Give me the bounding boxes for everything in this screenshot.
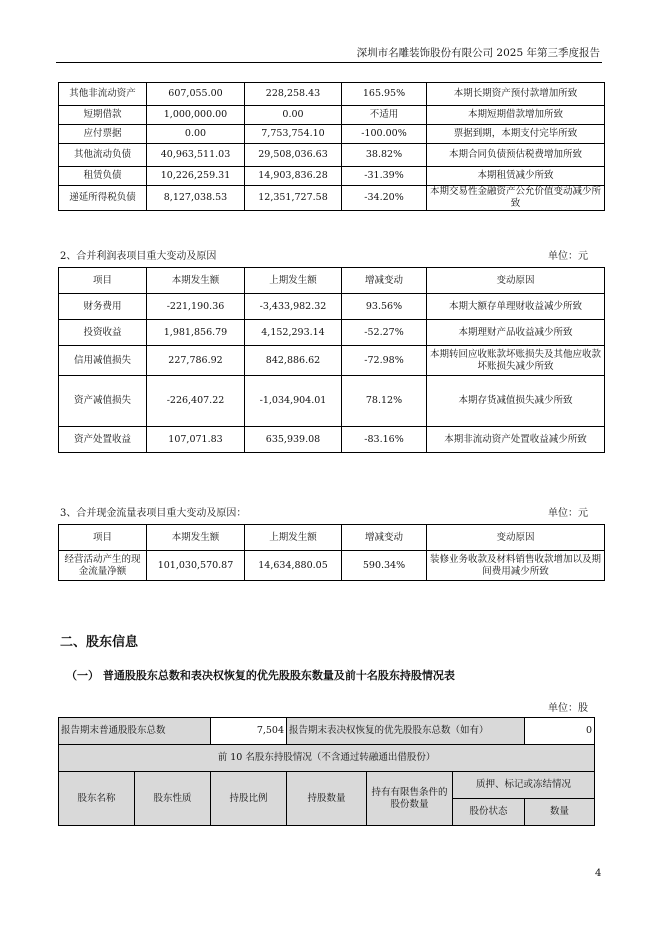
column-header: 增减变动 [342, 268, 427, 294]
table-row [59, 144, 605, 167]
table-cell: 10,226,259.31 [147, 167, 245, 186]
table-cell: 资产处置收益 [59, 427, 147, 453]
column-header: 上期发生额 [245, 525, 342, 551]
table-cell: -52.27% [342, 320, 427, 346]
table-cell: -221,190.36 [147, 294, 245, 320]
table-cell: 资产减值损失 [59, 376, 147, 427]
table-cell: 短期借款 [59, 106, 147, 125]
shareholder-section-heading: 二、股东信息 [60, 635, 139, 650]
table-header-row [59, 525, 605, 551]
table-cell: -83.16% [342, 427, 427, 453]
cash-flow-changes-table [58, 524, 605, 581]
table-row [59, 427, 605, 453]
table-cell: 7,753,754.10 [245, 125, 342, 144]
table-cell: 101,030,570.87 [147, 551, 245, 581]
table-cell: 607,055.00 [147, 83, 245, 106]
preferred-shareholders-value: 0 [525, 718, 595, 745]
header-rule [56, 62, 602, 63]
table-cell: 财务费用 [59, 294, 147, 320]
shareholder-unit: 单位：股 [548, 703, 588, 714]
table-cell: 1,000,000.00 [147, 106, 245, 125]
balance-sheet-changes-table [58, 82, 605, 211]
cash-flow-caption: 3、合并现金流量表项目重大变动及原因： [60, 508, 247, 519]
table-cell: 1,981,856.79 [147, 320, 245, 346]
table-cell: -3,433,982.32 [245, 294, 342, 320]
table-cell: -72.98% [342, 346, 427, 376]
income-statement-caption: 2、合并利润表项目重大变动及原因 [60, 251, 217, 262]
table-cell: 本期存货减值损失减少所致 [427, 376, 605, 427]
table-cell: 12,351,727.58 [245, 186, 342, 211]
table-row [59, 320, 605, 346]
column-header: 增减变动 [342, 525, 427, 551]
table-cell: 4,152,293.14 [245, 320, 342, 346]
table-cell: -34.20% [342, 186, 427, 211]
preferred-shareholders-label: 报告期末表决权恢复的优先股股东总数（如有） [287, 718, 525, 745]
top10-title: 前 10 名股东持股情况（不含通过转融通出借股份） [59, 745, 595, 772]
table-cell: 经营活动产生的现金流量净额 [59, 551, 147, 581]
table-cell: 8,127,038.53 [147, 186, 245, 211]
table-cell: 227,786.92 [147, 346, 245, 376]
table-cell: 递延所得税负债 [59, 186, 147, 211]
table-cell: 本期理财产品收益减少所致 [427, 320, 605, 346]
table-cell: 40,963,511.03 [147, 144, 245, 167]
cash-flow-unit: 单位：元 [548, 508, 588, 519]
table-header-row [59, 268, 605, 294]
column-header: 项目 [59, 525, 147, 551]
table-cell: 0.00 [245, 106, 342, 125]
table-cell: 其他非流动资产 [59, 83, 147, 106]
column-header: 项目 [59, 268, 147, 294]
column-header: 上期发生额 [245, 268, 342, 294]
table-cell: -31.39% [342, 167, 427, 186]
col-share-status: 股份状态 [453, 799, 525, 826]
col-shareholder-nature: 股东性质 [135, 772, 211, 826]
table-cell: 本期长期资产预付款增加所致 [427, 83, 605, 106]
col-holding-quantity: 持股数量 [287, 772, 367, 826]
shareholder-subheading: （一） 普通股股东总数和表决权恢复的优先股股东数量及前十名股东持股情况表 [66, 669, 455, 682]
table-cell: 107,071.83 [147, 427, 245, 453]
table-cell: 228,258.43 [245, 83, 342, 106]
col-holding-ratio: 持股比例 [211, 772, 287, 826]
page-header: 深圳市名雕装饰股份有限公司 2025 年第三季度报告 [356, 47, 600, 59]
table-cell: 842,886.62 [245, 346, 342, 376]
column-header: 本期发生额 [147, 525, 245, 551]
total-shareholders-value: 7,504 [211, 718, 287, 745]
table-cell: 635,939.08 [245, 427, 342, 453]
table-cell: 投资收益 [59, 320, 147, 346]
table-cell: 本期大额存单理财收益减少所致 [427, 294, 605, 320]
column-header: 变动原因 [427, 525, 605, 551]
table-cell: 78.12% [342, 376, 427, 427]
total-shareholders-label: 报告期末普通股股东总数 [59, 718, 211, 745]
table-cell: 14,634,880.05 [245, 551, 342, 581]
table-cell: 票据到期，本期支付完毕所致 [427, 125, 605, 144]
table-cell: 本期租赁减少所致 [427, 167, 605, 186]
col-restricted-shares: 持有有限售条件的股份数量 [367, 772, 453, 826]
table-cell: 装修业务收款及材料销售收款增加以及期间费用减少所致 [427, 551, 605, 581]
table-cell: 590.34% [342, 551, 427, 581]
table-cell: 本期交易性金融资产公允价值变动减少所致 [427, 186, 605, 211]
table-cell: 38.82% [342, 144, 427, 167]
table-cell: 29,508,036.63 [245, 144, 342, 167]
table-cell: 165.95% [342, 83, 427, 106]
table-cell: -100.00% [342, 125, 427, 144]
table-row [59, 167, 605, 186]
table-row [59, 125, 605, 144]
income-statement-changes-table [58, 267, 605, 453]
col-share-count: 数量 [525, 799, 595, 826]
table-row [59, 83, 605, 106]
table-cell: 信用减值损失 [59, 346, 147, 376]
table-row [59, 106, 605, 125]
column-header: 本期发生额 [147, 268, 245, 294]
table-cell: 应付票据 [59, 125, 147, 144]
table-row [59, 294, 605, 320]
table-cell: -1,034,904.01 [245, 376, 342, 427]
table-cell: 不适用 [342, 106, 427, 125]
table-row [59, 551, 605, 581]
table-row [59, 186, 605, 211]
income-statement-unit: 单位：元 [548, 251, 588, 262]
table-cell: 租赁负债 [59, 167, 147, 186]
table-cell: 本期非流动资产处置收益减少所致 [427, 427, 605, 453]
table-cell: 其他流动负债 [59, 144, 147, 167]
table-cell: -226,407.22 [147, 376, 245, 427]
table-cell: 本期合同负债预估税费增加所致 [427, 144, 605, 167]
table-cell: 本期转回应收账款坏账损失及其他应收款坏账损失减少所致 [427, 346, 605, 376]
table-cell: 本期短期借款增加所致 [427, 106, 605, 125]
column-header: 变动原因 [427, 268, 605, 294]
col-shareholder-name: 股东名称 [59, 772, 135, 826]
shareholder-table [58, 717, 595, 826]
table-cell: 0.00 [147, 125, 245, 144]
page-number: 4 [595, 868, 602, 879]
table-row [59, 376, 605, 427]
col-pledge-status-group: 质押、标记或冻结情况 [453, 772, 595, 799]
table-cell: 93.56% [342, 294, 427, 320]
table-row [59, 346, 605, 376]
table-cell: 14,903,836.28 [245, 167, 342, 186]
